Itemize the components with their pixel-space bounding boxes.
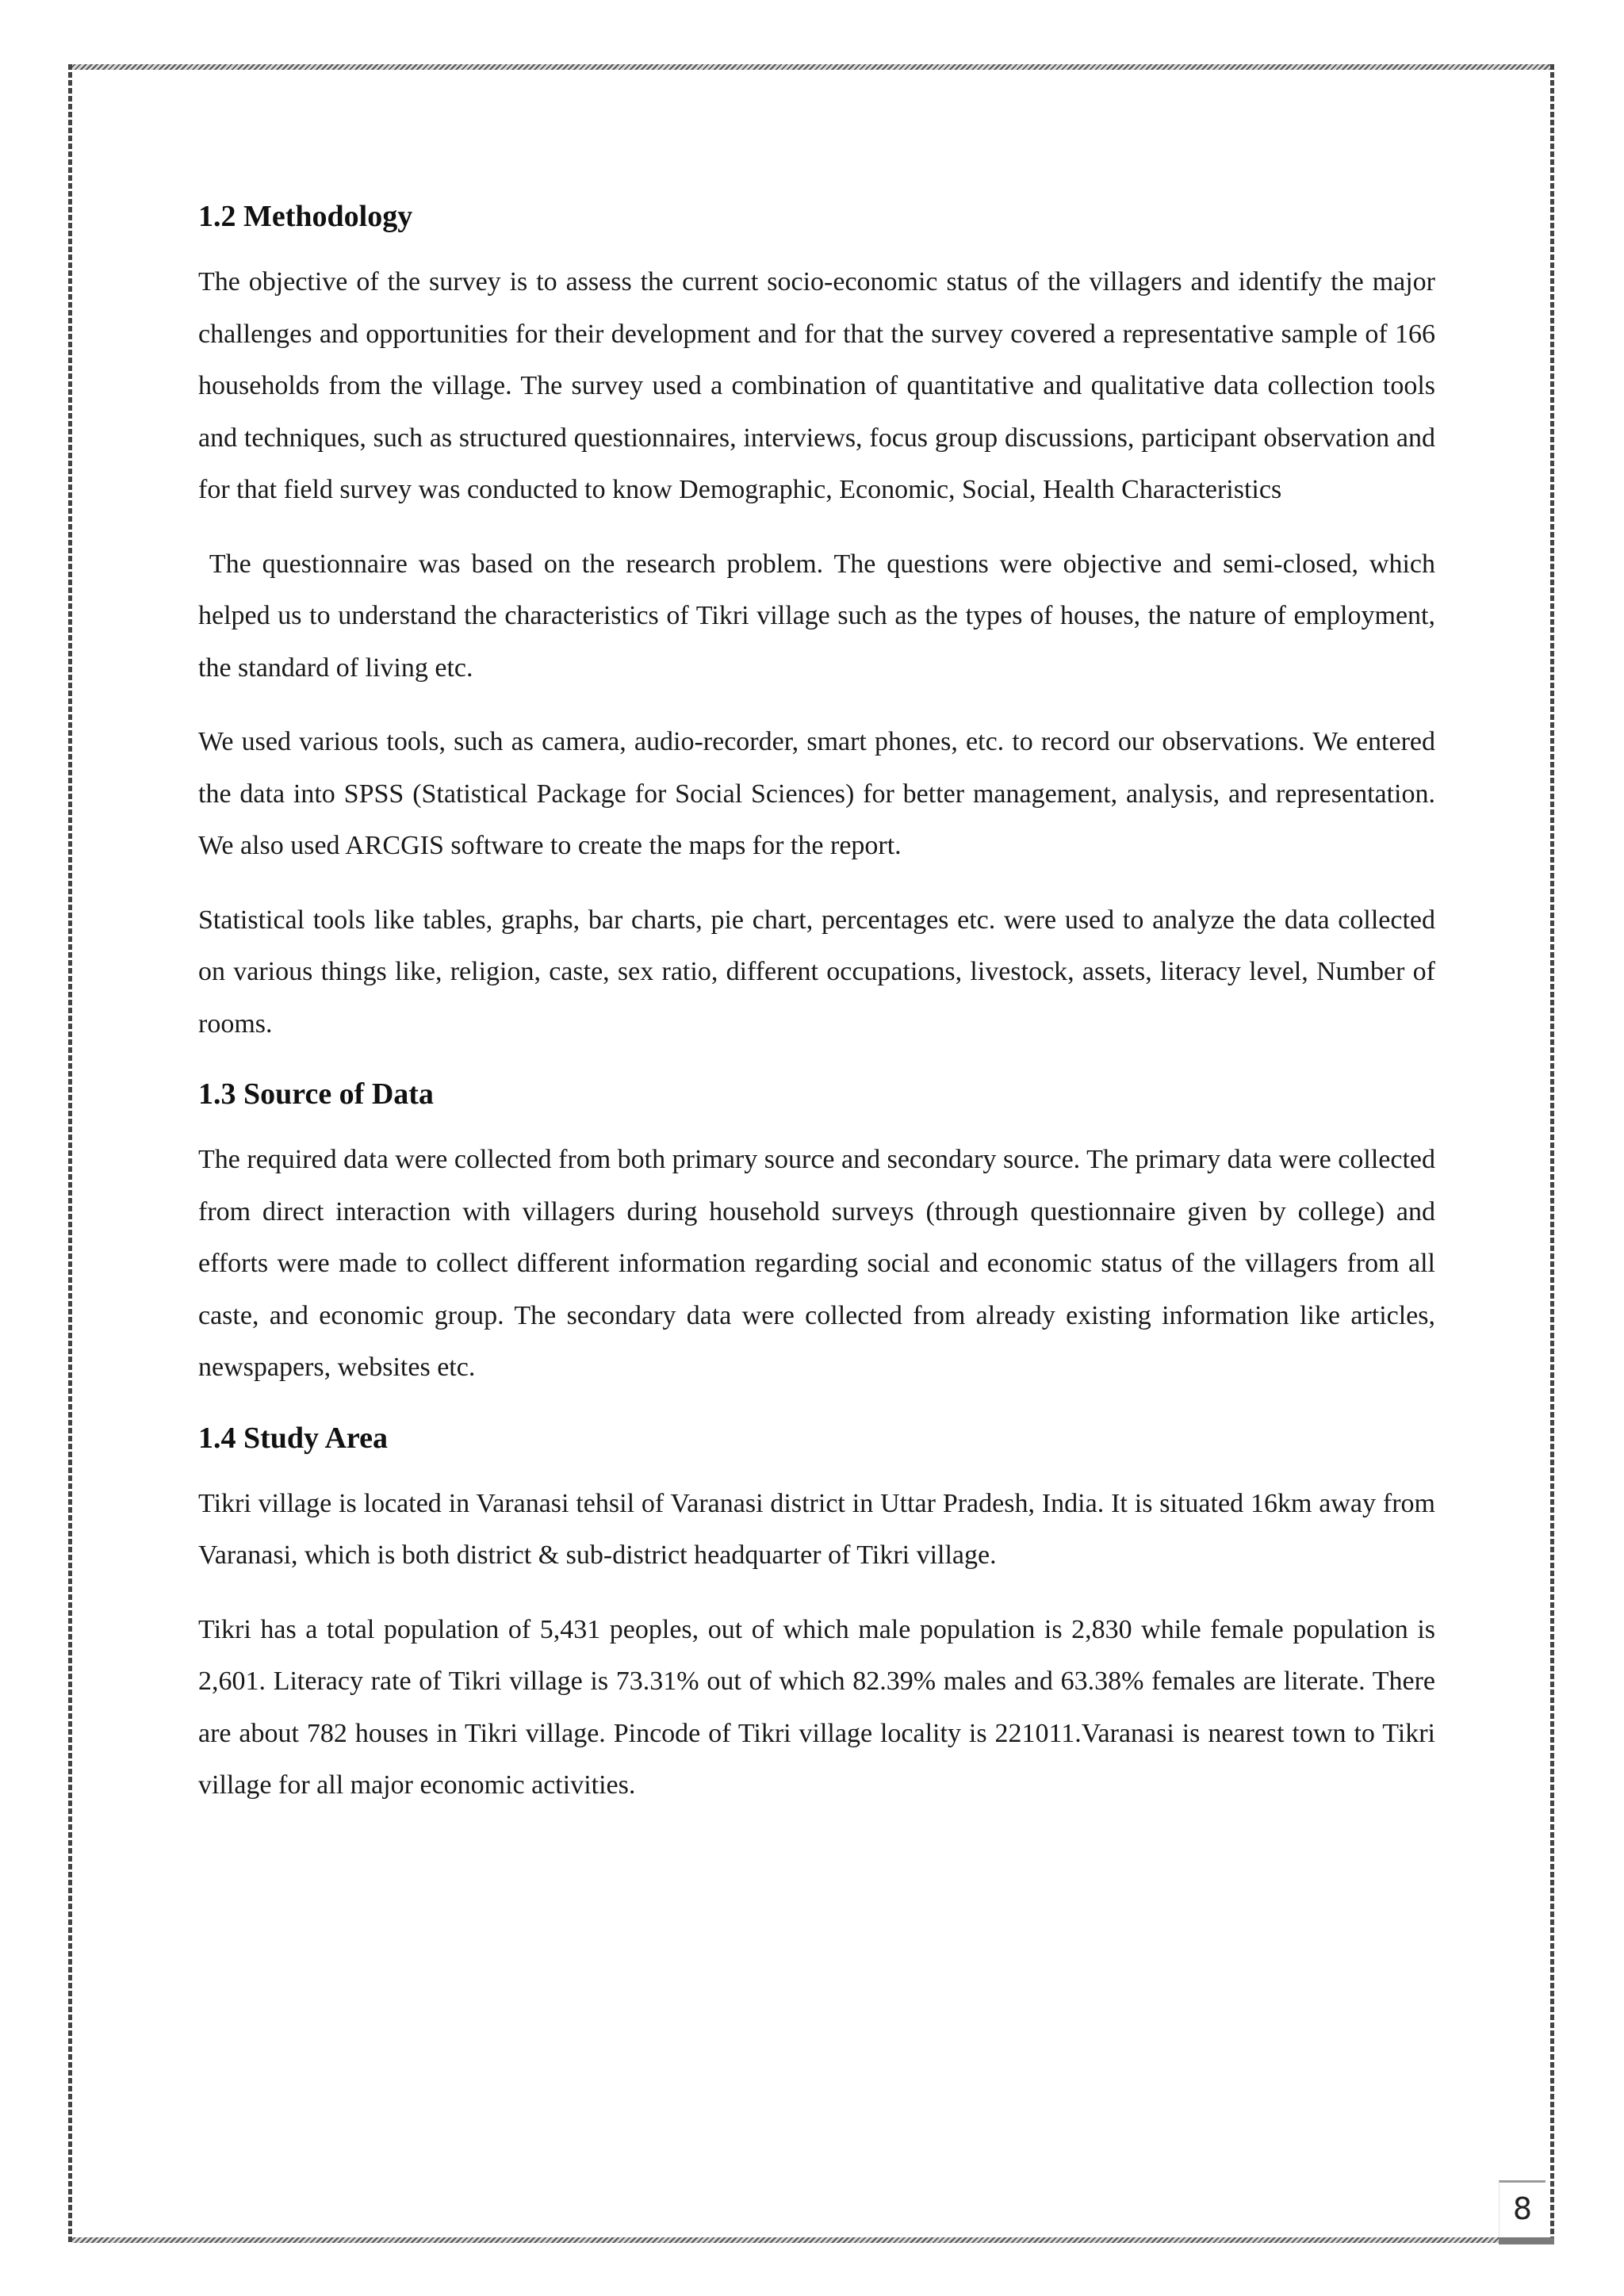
section-heading: 1.2 Methodology <box>198 200 413 233</box>
paragraph: Tikri village is located in Varanasi tehsil of Varanasi district in Uttar Pradesh, India. It is situated 16km away from Varanasi, which is both district & sub-district headquarter of Tikri village. <box>198 1488 1435 1570</box>
page-number: 8 <box>1512 2191 1533 2226</box>
section-heading: 1.4 Study Area <box>198 1421 388 1455</box>
paragraph: The objective of the survey is to assess the current socio-economic status of the villagers and identify the major challenges and opportunities for their development and for that the survey covered a representative sample of 166 households from the village. The survey used a combination of quantitative and qualitative data collection tools and techniques, such as structured questionnaires, interviews, focus group discussions, participant observation and for that field survey was conducted to know Demographic, Economic, Social, Health Characteristics <box>198 267 1435 504</box>
paragraph: The questionnaire was based on the research problem. The questions were objective and semi-closed, which helped us to understand the characteristics of Tikri village such as the types of houses, the nature of employment, the standard of living etc. <box>198 549 1435 683</box>
page-content <box>198 194 1435 1834</box>
page-border-top <box>68 64 1554 70</box>
section-study-area <box>198 1416 1435 1812</box>
section-methodology <box>198 194 1435 1050</box>
page-border-bottom <box>68 2237 1554 2243</box>
page-corner-shadow <box>1499 2237 1554 2244</box>
paragraph: We used various tools, such as camera, audio-recorder, smart phones, etc. to record our observations. We entered the data into SPSS (Statistical Package for Social Sciences) for better management, analysis, and representation. We also used ARCGIS software to create the maps for the report. <box>198 727 1435 860</box>
section-heading: 1.3 Source of Data <box>198 1077 434 1111</box>
page-border-right <box>1550 64 1554 2243</box>
section-source-of-data <box>198 1072 1435 1394</box>
paragraph: Tikri has a total population of 5,431 peoples, out of which male population is 2,830 while female population is 2,601. Literacy rate of Tikri village is 73.31% out of which 82.39% males and 63.38% females are literate. There are about 782 houses in Tikri village. Pincode of Tikri village locality is 221011.Varanasi is nearest town to Tikri village for all major economic activities. <box>198 1614 1435 1800</box>
paragraph: Statistical tools like tables, graphs, bar charts, pie chart, percentages etc. were used to analyze the data collected on various things like, religion, caste, sex ratio, different occupations, livestock, assets, literacy level, Number of rooms. <box>198 905 1435 1039</box>
paragraph: The required data were collected from both primary source and secondary source. The primary data were collected from direct interaction with villagers during household surveys (through questionnaire given by college) and efforts were made to collect different information regarding social and economic status of the villagers from all caste, and economic group. The secondary data were collected from already existing information like articles, newspapers, websites etc. <box>198 1145 1435 1382</box>
page-number-box <box>1499 2180 1545 2240</box>
page-border-left <box>68 64 72 2243</box>
